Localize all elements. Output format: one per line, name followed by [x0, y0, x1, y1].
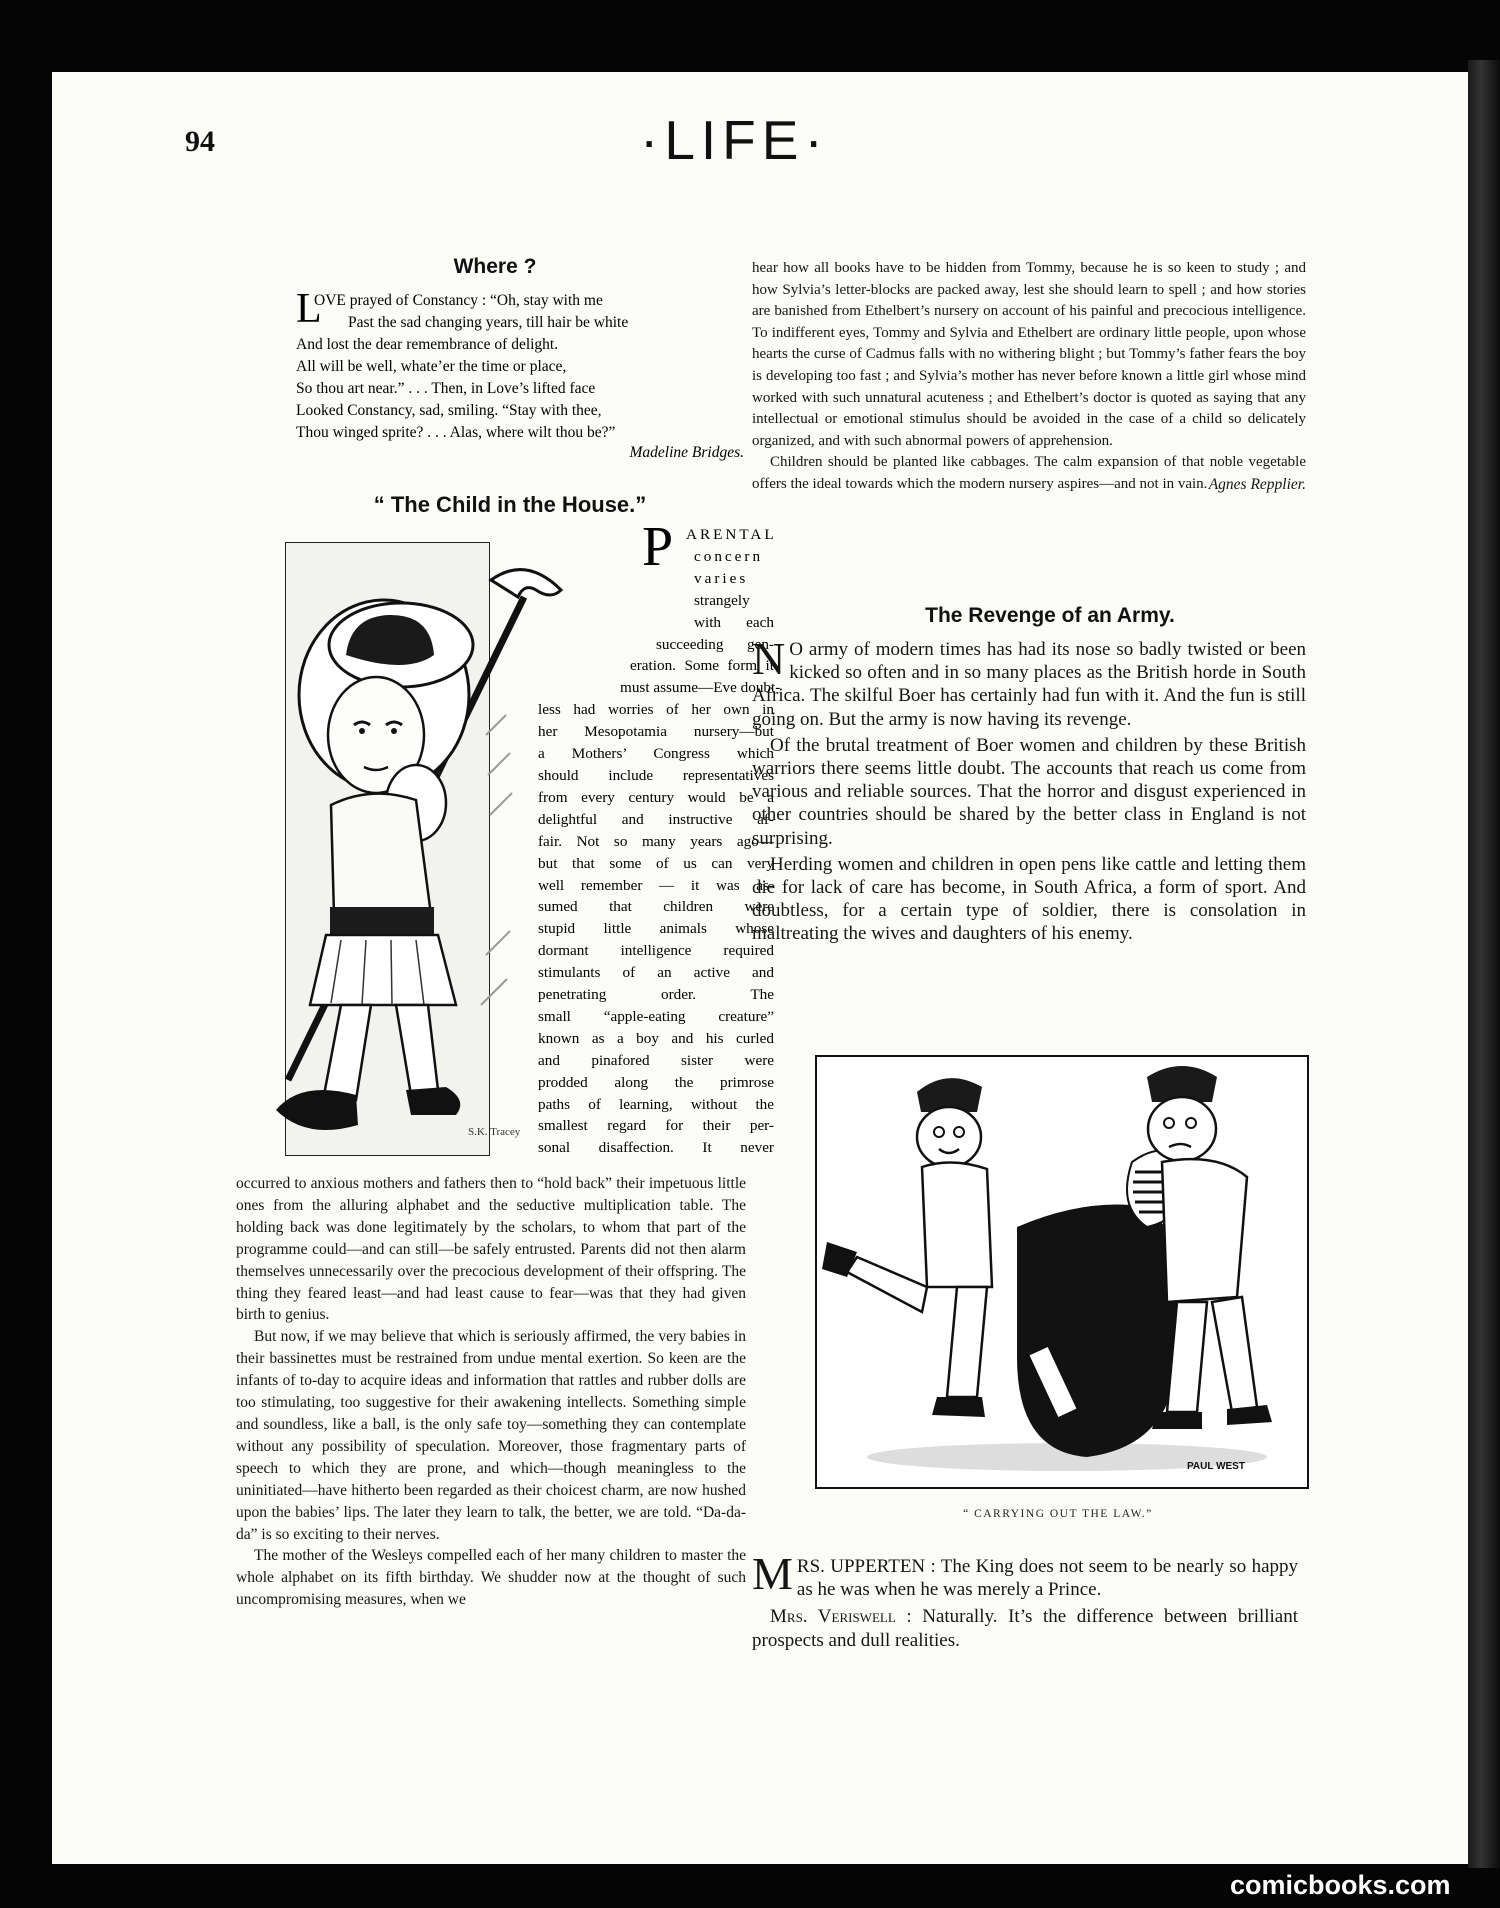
narrow-text-line: paths of learning, without the: [538, 1095, 774, 1113]
paragraph: occurred to anxious mothers and fathers then to “hold back” their impetuous little ones from the alluring alphabet and the seductive multiplication table. The holding back was done legitimately by the scholars, to whom that part of the programme could—and can still—be safely entrusted. Parents did not then alarm themselves unnecessarily over the precocious development of their offspring. The thing they feared least—and had least cause to fear—was that they had given birth to genius.: [236, 1175, 746, 1324]
paragraph: The mother of the Wesleys compelled each of her many children to master the whole alphabet on its fifth birthday. We shudder now at the thought of such uncompromising measures, when we: [236, 1547, 746, 1609]
illustrator-signature: S.K. Tracey: [468, 1126, 521, 1138]
child-article-continued: [752, 258, 1306, 494]
speaker-2: Mrs. Veriswell: [770, 1606, 896, 1628]
dialogue-line-2: : Naturally. It’s the difference between brilliant prospects and dull realities.: [752, 1606, 1299, 1651]
army-article-body: [752, 633, 1306, 946]
child-article-body: [236, 1173, 746, 1611]
article-title-child: “ The Child in the House.”: [373, 492, 647, 517]
narrow-text-line: known as a boy and his curled: [538, 1029, 774, 1047]
paragraph: O army of modern times has had its nose so badly twisted or been kicked so often and in so many places as the British horde in South Africa. The skilful Boer has certainly had fun with it. And the fun is still going on. But the army is now having its revenge.: [752, 639, 1306, 730]
child-illustration: [285, 542, 521, 1156]
paragraph: Children should be planted like cabbages. The calm expansion of that noble vegetable offers the ideal towards which the modern nursery aspires—and not in vain.: [752, 454, 1306, 492]
facing-page-edge: [1468, 60, 1500, 1868]
narrow-text-line: must assume—Eve doubt-: [620, 679, 781, 697]
boy-drawing: [206, 535, 586, 1175]
dialogue-dropcap: M: [752, 1548, 793, 1599]
narrow-text-line: delightful and instructive af-: [538, 810, 774, 828]
narrow-text-line: ARENTAL: [686, 526, 777, 543]
narrow-text-line: prodded along the primrose: [538, 1073, 774, 1091]
narrow-text-line: smallest regard for their per-: [538, 1117, 774, 1135]
page-number: 94: [185, 125, 215, 158]
narrow-text-line: but that some of us can very: [538, 854, 774, 872]
speaker-1: RS. UPPERTEN: [796, 1556, 926, 1577]
poem-line: And lost the dear remembrance of delight.: [296, 336, 559, 353]
narrow-text-line: dormant intelligence required: [538, 942, 774, 960]
narrow-text-line: concern: [694, 547, 764, 565]
paragraph: But now, if we may believe that which is seriously affirmed, the very babies in their bassinettes must be restrained from undue mental exertion. So keen are the infants of to-day to acquire ideas and information that rattles and rubber dolls are too stimulating, too suggestive for their awakening intellects. Something simple and soundless, like a ball, is the only safe toy—something they can contemplate without any possibility of speculation. Moreover, those fragmentary parts of speech to which they are prone, and which—though meaningless to the uninitiated—have hitherto been regarded as their choicest charm, are now hushed upon the babies’ lips. The later they learn to talk, the better, we are told. “Da-da-da” is so exciting to their nerves.: [236, 1328, 746, 1543]
narrow-text-line: succeeding gen-: [656, 635, 774, 653]
article-author: Agnes Repplier.: [1208, 475, 1306, 493]
narrow-text-line: strangely: [694, 591, 750, 609]
poem-line: So thou art near.” . . . Then, in Love’s lifted face: [296, 380, 596, 397]
site-watermark: comicbooks.com: [1230, 1870, 1451, 1900]
narrow-text-line: and pinafored sister were: [538, 1051, 774, 1069]
poem-line: Thou winged sprite? . . . Alas, where wilt thou be?”: [296, 424, 616, 441]
paragraph: hear how all books have to be hidden from Tommy, because he is so keen to study ; and how Sylvia’s letter-blocks are packed away, lest she should learn to spell ; and how stories are banished from Ethelbert’s nursery on account of his painful and precocious intelligence. To indifferent eyes, Tommy and Sylvia and Ethelbert are ordinary little people, upon whose hearts the curse of Cadmus falls with no withering blight ; but Tommy’s father fears the boy is developing too fast ; and Sylvia’s mother has never before known a little girl whose mind worked with such unnatural acuteness ; and Ethelbert’s doctor is quoted as saying that any intellectual or emotional stimulus should be avoided in the case of a child so delicately organized, and with such abnormal powers of apprehension.: [752, 260, 1306, 449]
cartoon-panel: [815, 1055, 1309, 1489]
narrow-text-line: from every century would be a: [538, 788, 774, 806]
narrow-text-line: her Mesopotamia nursery—but: [538, 723, 774, 741]
paragraph: Herding women and children in open pens like cattle and letting them die for lack of care has become, in South Africa, a form of sport. And doubtless, for a certain type of soldier, there is consolation in maltreating the wives and daughters of his enemy.: [752, 853, 1306, 945]
article-title-army: The Revenge of an Army.: [925, 604, 1175, 627]
narrow-text-line: stimulants of an active and: [538, 964, 774, 982]
cartoon-signature: PAUL WEST: [1187, 1461, 1245, 1472]
dialogue-joke: [752, 1548, 1299, 1652]
poem-line: Past the sad changing years, till hair be white: [348, 314, 629, 331]
narrow-text-line: varies: [694, 569, 749, 587]
cartoon-drawing: [817, 1057, 1307, 1487]
dialogue-line-1: : The King does not seem to be nearly so happy as he was when he was merely a Prince.: [796, 1556, 1299, 1601]
cartoon-caption: “ CARRYING OUT THE LAW.”: [963, 1508, 1153, 1520]
army-dropcap: N: [752, 633, 786, 684]
child-dropcap: P: [642, 516, 674, 578]
poem-body: [296, 286, 756, 462]
narrow-text-line: small “apple-eating creature”: [538, 1007, 774, 1025]
narrow-text-line: stupid little animals whose: [538, 920, 774, 938]
poem-line: OVE prayed of Constancy : “Oh, stay with me: [314, 292, 603, 309]
narrow-text-line: less had worries of her own in: [538, 701, 774, 719]
narrow-text-line: penetrating order. The: [538, 986, 774, 1004]
narrow-text-line: fair. Not so many years ago—: [538, 832, 774, 850]
poem-line: Looked Constancy, sad, smiling. “Stay with thee,: [296, 402, 602, 419]
narrow-text-line: with each: [694, 613, 774, 631]
narrow-text-line: sonal disaffection. It never: [538, 1139, 774, 1157]
paragraph: Of the brutal treatment of Boer women and children by these British warriors there seems little doubt. The accounts that reach us come from various and reliable sources. That the horror and disgust experienced in other countries should be shared by the better class in England is not surprising.: [752, 734, 1306, 849]
narrow-text-line: well remember — it was as-: [538, 876, 774, 894]
poem-dropcap: L: [296, 286, 322, 332]
poem-line: All will be well, whate’er the time or place,: [296, 358, 567, 375]
narrow-text-line: a Mothers’ Congress which: [538, 745, 774, 763]
narrow-text-line: eration. Some form it: [630, 657, 774, 675]
poem-title: Where ?: [453, 255, 537, 278]
masthead: ·LIFE·: [640, 109, 829, 171]
child-article-intro: [538, 516, 781, 1159]
narrow-text-line: should include representatives: [538, 766, 774, 784]
poem-author: Madeline Bridges.: [629, 444, 744, 461]
narrow-text-line: sumed that children were: [538, 898, 774, 916]
